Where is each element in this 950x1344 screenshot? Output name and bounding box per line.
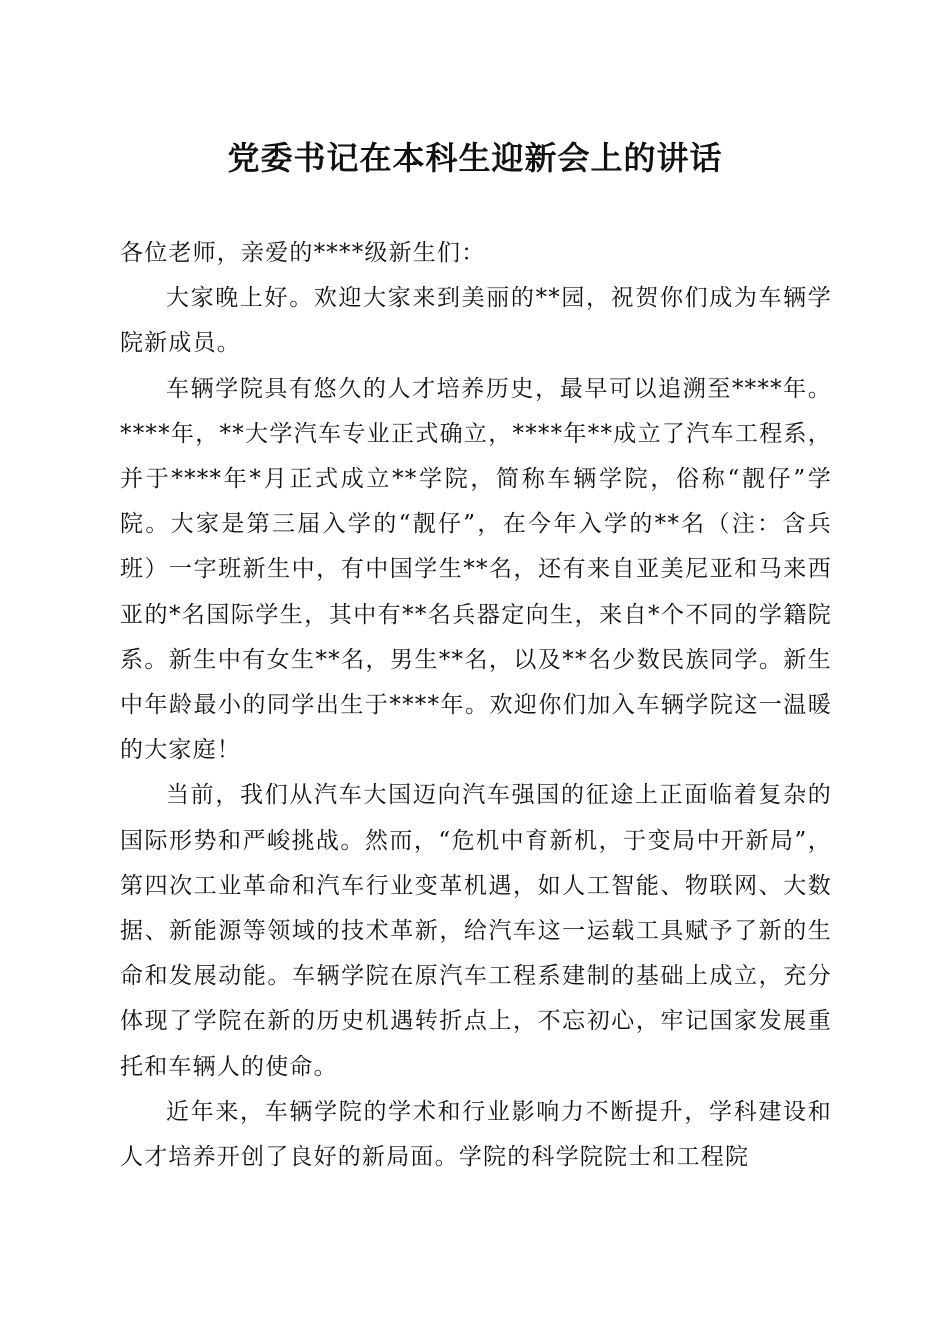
paragraph-opportunity: 当前，我们从汽车大国迈向汽车强国的征途上正面临着复杂的国际形势和严峻挑战。然而，“危机中育新机，于变局中开新局”，第四次工业革命和汽车行业变革机遇，如人工智能、物联网、大数据、新能源等领域的技术革新，给汽车这一运载工具赋予了新的生命和发展动能。车辆学院在原汽车工程系建制的基础上成立，充分体现了学院在新的历史机遇转折点上，不忘初心，牢记国家发展重托和车辆人的使命。 <box>120 782 832 1080</box>
paragraph-greeting: 大家晚上好。欢迎大家来到美丽的**园，祝贺你们成为车辆学院新成员。 <box>120 285 832 357</box>
paragraph-history: 车辆学院具有悠久的人才培养历史，最早可以追溯至****年。****年，**大学汽车专业正式确立，****年**成立了汽车工程系，并于****年*月正式成立**学院，简称车辆学院，俗称“靓仔”学院。大家是第三届入学的“靓仔”，在今年入学的**名（注：含兵班）一字班新生中，有中国学生**名，还有来自亚美尼亚和马来西亚的*名国际学生，其中有**名兵器定向生，来自*个不同的学籍院系。新生中有女生**名，男生**名，以及**名少数民族同学。新生中年龄最小的同学出生于****年。欢迎你们加入车辆学院这一温暖的大家庭！ <box>120 375 832 764</box>
salutation: 各位老师，亲爱的****级新生们： <box>120 240 486 266</box>
document-title: 党委书记在本科生迎新会上的讲话 <box>227 139 723 177</box>
paragraph-progress: 近年来，车辆学院的学术和行业影响力不断提升，学科建设和人才培养开创了良好的新局面。学院的科学院院士和工程院 <box>120 1098 832 1171</box>
speech-body <box>120 231 832 1180</box>
